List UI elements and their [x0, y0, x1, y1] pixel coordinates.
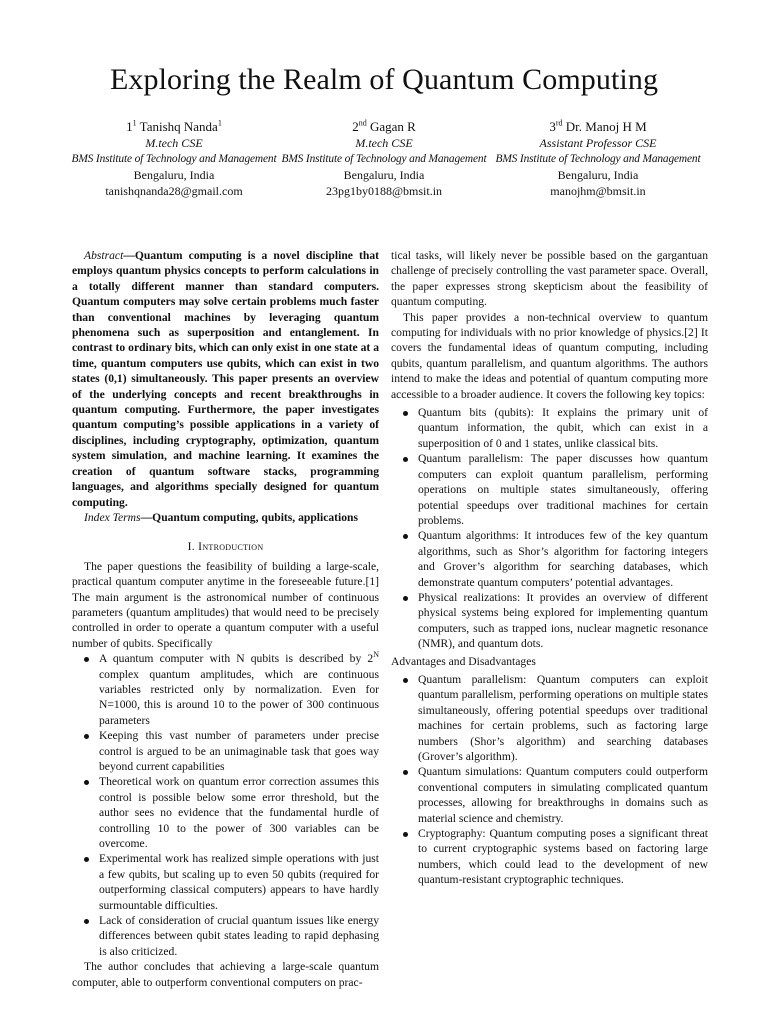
list-item: Quantum algorithms: It introduces few of the key quantum algorithms, such as Shor’s algorithm for factoring integers and Grover’s algorithm for searching databases, which demonstrate quantum computers’ potential advantages.	[395, 528, 708, 590]
list-item: Quantum parallelism: The paper discusses how quantum computers can exploit quantum parallelism, performing operations on multiple states simultaneously, offering potential speedups over traditional machines for certain problems.	[395, 451, 708, 528]
bullet-icon	[84, 734, 89, 739]
author-role: Assistant Professor CSE	[539, 136, 657, 150]
bullet-icon	[403, 534, 408, 539]
list-item: A quantum computer with N qubits is described by $2^N$ complex quantum amplitudes, which are continuous variables restricted only by normalization. Even for N=1000, this is around 10 to the power of 300 continuous parameters	[76, 651, 379, 728]
paper-title: Exploring the Realm of Quantum Computing	[109, 63, 659, 96]
feasibility-bullets	[72, 651, 379, 959]
author-location: Bengaluru, India	[133, 168, 215, 182]
bullet-icon	[84, 657, 89, 662]
author-name: $1^1$ Tanishq Nanda$^1$	[126, 118, 222, 134]
bullet-icon	[403, 678, 408, 683]
author-block	[0, 118, 768, 210]
author-role: M.tech CSE	[145, 136, 203, 150]
intro-paragraph-3: This paper provides a non-technical overview to quantum computing for individuals with no prior knowledge of physics.[2] It covers the fundamental ideas of quantum computing, including qubits, quantum parallelism, and quantum algorithms. The authors intend to make the ideas and potential of quantum computing more accessible to a broader audience. It covers the following key topics:	[391, 310, 708, 401]
bullet-icon	[403, 832, 408, 837]
bullet-icon	[403, 770, 408, 775]
list-item: Theoretical work on quantum error correction assumes this control is possible below some error threshold, but the author sees no evidence that the fundamental hurdle of controlling 10 to the power of 300 variables can be overcome.	[76, 774, 379, 851]
author-institute: BMS Institute of Technology and Management	[495, 153, 701, 165]
bullet-icon	[84, 919, 89, 924]
right-column	[391, 248, 708, 888]
intro-paragraph-2: The author concludes that achieving a large-scale quantum computer, able to outperform conventional computers on prac-	[72, 960, 379, 989]
list-item: Quantum parallelism: Quantum computers can exploit quantum parallelism, performing operations on multiple states simultaneously, offering potential speedups over traditional machines for certain problems, such as factoring large numbers (Shor’s algorithm) and searching databases (Grover’s algorithm).	[395, 672, 708, 764]
author-email: tanishqnanda28@gmail.com	[105, 184, 243, 198]
advantages-heading: Advantages and Disadvantages	[391, 654, 536, 668]
author-location: Bengaluru, India	[343, 168, 425, 182]
intro-paragraph-1: The paper questions the feasibility of building a large-scale, practical quantum computer anytime in the foreseeable future.[1] The main argument is the astronomical number of continuous parameters (quantum amplitudes) that would need to be precisely controlled in order to operate a quantum computer with a useful number of qubits. Specifically	[72, 559, 379, 650]
bullet-icon	[403, 457, 408, 462]
author-role: M.tech CSE	[355, 136, 413, 150]
author-email: 23pg1by0188@bmsit.in	[325, 184, 443, 198]
list-item: Quantum simulations: Quantum computers could outperform conventional computers in simulating complicated quantum processes, allowing for breakthroughs in domains such as material science and chemistry.	[395, 764, 708, 826]
section-heading-introduction: I. Introduction	[187, 540, 264, 554]
list-item: Physical realizations: It provides an overview of different physical systems being explored for implementing quantum computers, such as trapped ions, nuclear magnetic resonance (NMR), and quantum dots.	[395, 590, 708, 652]
list-item: Quantum bits (qubits): It explains the primary unit of quantum information, the qubit, which can exist in a superposition of 0 and 1 states, unlike classical bits.	[395, 405, 708, 451]
author-name: 3rd Dr. Manoj H M	[549, 118, 647, 134]
list-item: Lack of consideration of crucial quantum issues like energy differences between qubit states leading to rapid dephasing is also criticized.	[76, 913, 379, 959]
author-institute: BMS Institute of Technology and Management	[71, 153, 277, 165]
bullet-icon	[84, 780, 89, 785]
author-location: Bengaluru, India	[557, 168, 639, 182]
intro-paragraph-2-continued: tical tasks, will likely never be possible based on the gargantuan challenge of precisely controlling the vast parameter space. Overall, the paper expresses strong skepticism about the feasibility of quantum computing.	[391, 249, 708, 309]
bullet-icon	[403, 596, 408, 601]
index-terms: Index Terms—Quantum computing, qubits, applications	[84, 510, 359, 524]
author-name: 2nd Gagan R	[352, 118, 416, 134]
list-item: Keeping this vast number of parameters under precise control is argued to be an unimaginable task that goes way beyond current capabilities	[76, 728, 379, 774]
bullet-icon	[84, 857, 89, 862]
author-institute: BMS Institute of Technology and Management	[281, 153, 487, 165]
author-3	[468, 118, 728, 199]
abstract: Abstract—Quantum computing is a novel discipline that employs quantum physics concepts to perform calculations in a totally different manner than standard computers. Quantum computers may solve certain problems much faster than conventional machines by leveraging quantum phenomena such as superposition and entanglement. In contrast to ordinary bits, which can only exist in one state at a time, quantum computers use qubits, which can exist in two states (0,1) simultaneously. This paper presents an overview of the underlying concepts and recent breakthroughs in quantum computing. Furthermore, the paper investigates quantum computing’s possible applications in a variety of disciplines, including cryptography, optimization, quantum system simulation, and machine learning. It examines the creation of quantum software stacks, programming languages, and algorithms specially designed for quantum computing.	[72, 249, 379, 509]
author-email: manojhm@bmsit.in	[550, 184, 646, 198]
key-topics-list	[391, 405, 708, 652]
advantages-list	[391, 672, 708, 888]
list-item: Cryptography: Quantum computing poses a significant threat to current cryptographic systems based on factoring large numbers, which could lead to the development of new quantum-resistant cryptographic techniques.	[395, 826, 708, 888]
list-item: Experimental work has realized simple operations with just a few qubits, but scaling up to even 50 qubits (required for outperforming classical computers) appears to have hardly surmountable difficulties.	[76, 851, 379, 913]
bullet-icon	[403, 411, 408, 416]
left-column	[72, 248, 379, 990]
